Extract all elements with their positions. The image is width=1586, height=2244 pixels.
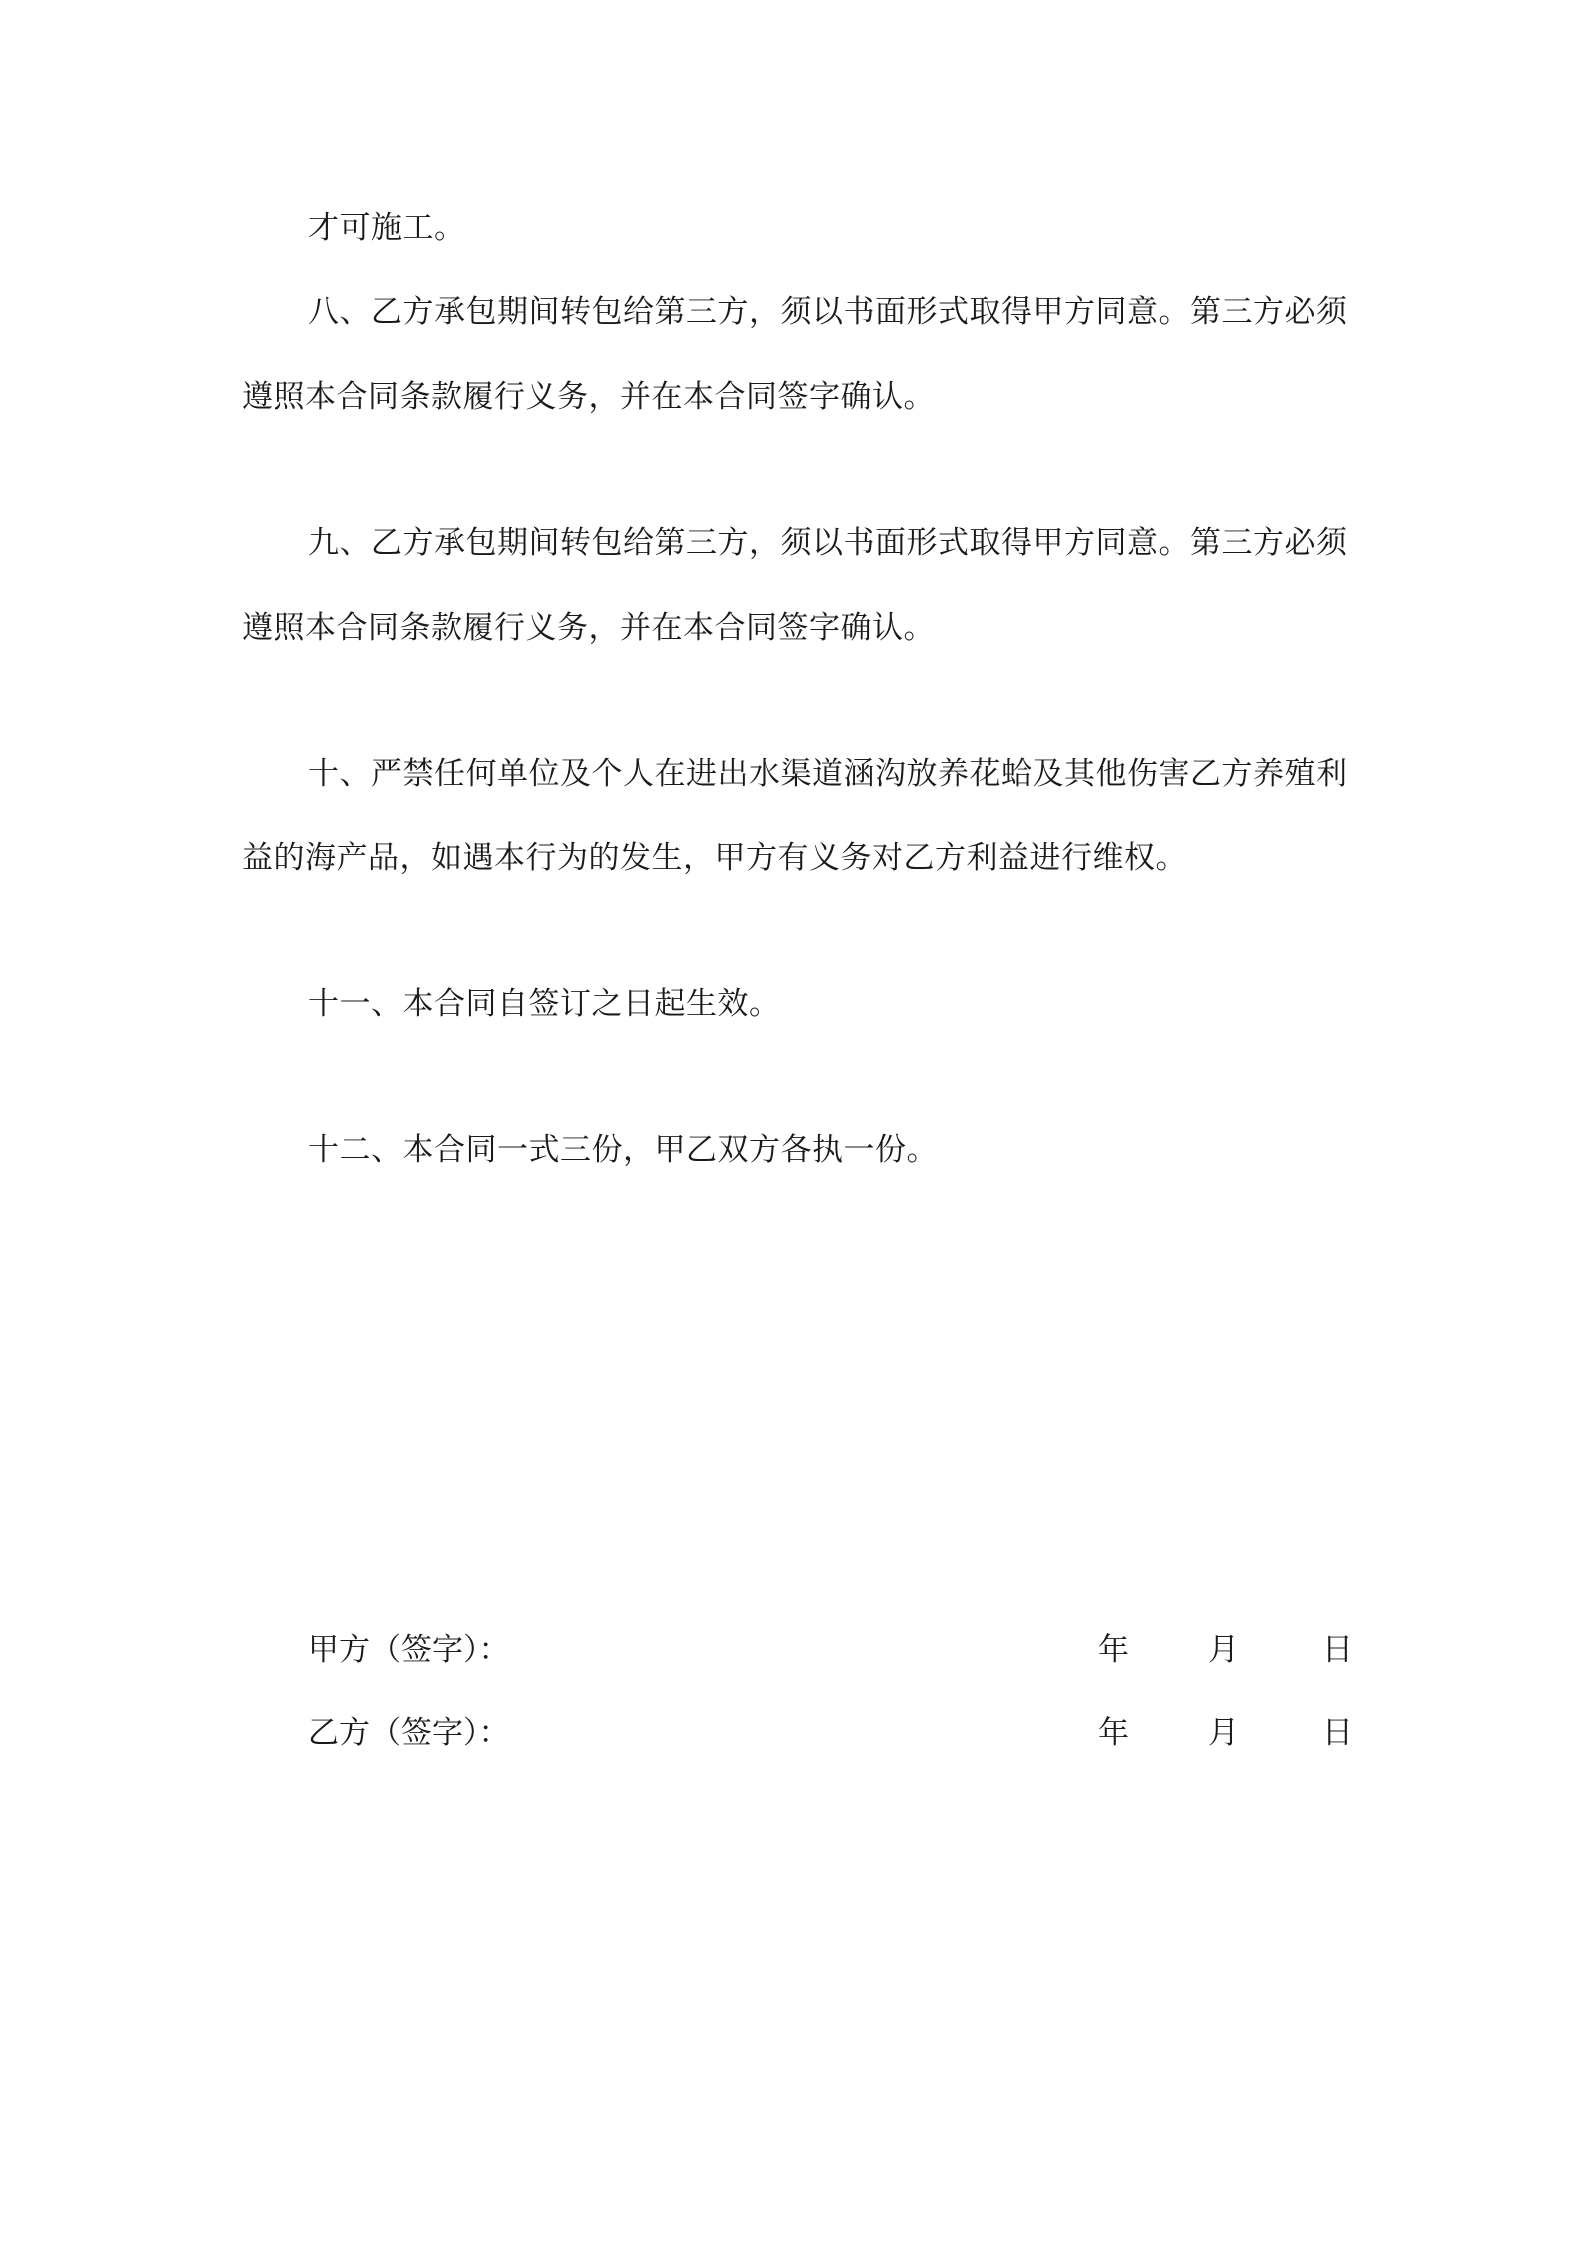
clause-10-line-2: 益的海产品，如遇本行为的发生，甲方有义务对乙方利益进行维权。 <box>242 840 1187 876</box>
party-a-month: 月 <box>1208 1632 1239 1668</box>
party-b-signature-label: 乙方（签字）： <box>308 1715 510 1751</box>
party-a-signature-label: 甲方（签字）： <box>308 1632 510 1668</box>
party-a-year: 年 <box>1098 1632 1129 1668</box>
clause-12: 十二、本合同一式三份，甲乙双方各执一份。 <box>308 1132 938 1168</box>
party-a-day: 日 <box>1322 1632 1353 1668</box>
clause-10-line-1: 十、严禁任何单位及个人在进出水渠道涵沟放养花蛤及其他伤害乙方养殖利 <box>308 756 1348 792</box>
clause-9-line-1: 九、乙方承包期间转包给第三方，须以书面形式取得甲方同意。第三方必须 <box>308 525 1348 561</box>
paragraph-continuation: 才可施工。 <box>308 210 466 246</box>
clause-11: 十一、本合同自签订之日起生效。 <box>308 986 781 1022</box>
clause-9-line-2: 遵照本合同条款履行义务，并在本合同签字确认。 <box>242 610 935 646</box>
party-b-year: 年 <box>1098 1715 1129 1751</box>
party-b-day: 日 <box>1322 1715 1353 1751</box>
clause-8-line-2: 遵照本合同条款履行义务，并在本合同签字确认。 <box>242 379 935 415</box>
party-b-month: 月 <box>1208 1715 1239 1751</box>
clause-8-line-1: 八、乙方承包期间转包给第三方，须以书面形式取得甲方同意。第三方必须 <box>308 294 1348 330</box>
